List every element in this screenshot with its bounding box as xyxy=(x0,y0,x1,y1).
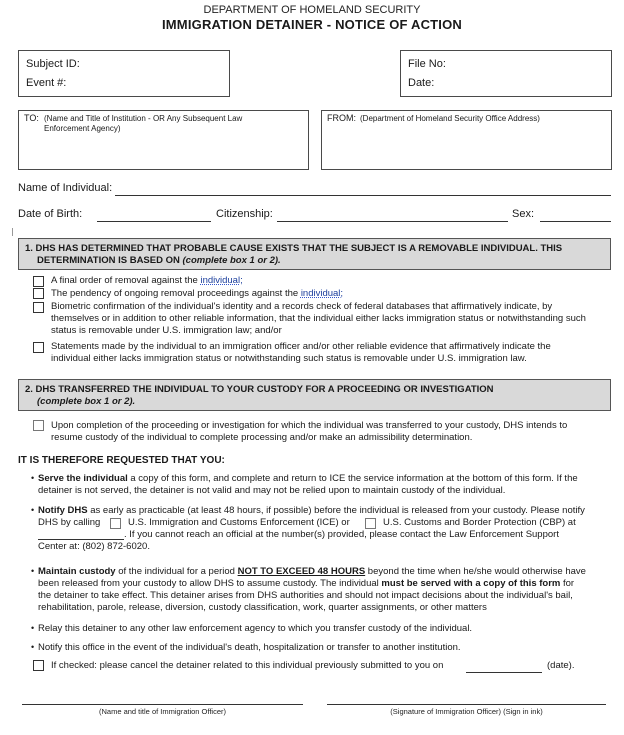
cancel-date-suffix: (date). xyxy=(547,660,575,671)
section2-heading-line2: (complete box 1 or 2). xyxy=(37,396,136,407)
date-of-birth-label: Date of Birth: xyxy=(18,208,83,220)
notify-bullet: • xyxy=(31,505,35,515)
section2-heading-line1: 2. DHS TRANSFERRED THE INDIVIDUAL TO YOUR CUSTODY FOR A PROCEEDING OR INVESTIGATION xyxy=(25,384,494,395)
phone-number-field[interactable] xyxy=(38,539,124,540)
statements-text: Statements made by the individual to an immigration officer and/or other reliable evidence that affirmatively indicate the individual either lacks immigration status or notwithstanding such status is removable under U.S. immigration law. xyxy=(51,341,551,364)
ice-checkbox[interactable] xyxy=(110,518,121,529)
from-label: FROM: xyxy=(327,113,356,123)
resume-custody-checkbox[interactable] xyxy=(33,420,44,431)
biometric-confirmation-text: Biometric confirmation of the individual's identity and a records check of federal databases that affirmatively indicate, by themselves or in addition to other reliable information, that the individual either lacks immigration status or notwithstanding such status is removable under U.S. immigration law; and/or xyxy=(51,301,586,336)
officer-name-line[interactable] xyxy=(22,704,303,705)
officer-signature-caption: (Signature of Immigration Officer) (Sign in ink) xyxy=(390,707,543,716)
section1-heading-line2: DETERMINATION IS BASED ON (complete box 1 or 2). xyxy=(37,255,281,266)
citizenship-label: Citizenship: xyxy=(216,208,273,220)
from-hint: (Department of Homeland Security Office Address) xyxy=(360,114,540,123)
to-hint-line2: Enforcement Agency) xyxy=(44,124,121,133)
form-title: IMMIGRATION DETAINER - NOTICE OF ACTION xyxy=(161,17,463,32)
pending-proceedings-checkbox[interactable] xyxy=(33,288,44,299)
relay-bullet: • xyxy=(31,623,35,633)
final-order-checkbox[interactable] xyxy=(33,276,44,287)
notify-office-bullet: • xyxy=(31,642,35,652)
to-hint-line1: (Name and Title of Institution - OR Any Subsequent Law xyxy=(44,114,243,123)
resume-custody-text: Upon completion of the proceeding or investigation for which the individual was transferred to your custody, DHS intends to resume custody of the individual to complete processing and/or make an admissibility determination. xyxy=(51,420,568,443)
final-order-text: A final order of removal against the individual; xyxy=(51,275,243,286)
ice-option-text: U.S. Immigration and Customs Enforcement (ICE) or xyxy=(128,517,350,528)
subject-id-label: Subject ID: xyxy=(26,58,80,70)
name-of-individual-label: Name of Individual: xyxy=(18,182,113,194)
cbp-option-text: U.S. Customs and Border Protection (CBP) at xyxy=(383,517,576,528)
serve-individual-text: Serve the individual a copy of this form, and complete and return to ICE the service information at the bottom of this form. If the detainer is not served, the detainer is not valid and may not be relied upon to maintain custody of the individual. xyxy=(38,473,578,496)
officer-name-caption: (Name and title of Immigration Officer) xyxy=(99,707,226,716)
sex-label: Sex: xyxy=(512,208,535,220)
from-box[interactable] xyxy=(321,110,612,170)
statements-checkbox[interactable] xyxy=(33,342,44,353)
relay-detainer-text: Relay this detainer to any other law enforcement agency to which you transfer custody of the individual. xyxy=(38,623,473,634)
to-label: TO: xyxy=(24,113,39,123)
cbp-checkbox[interactable] xyxy=(365,518,376,529)
subject-id-box xyxy=(18,50,230,97)
section1-heading xyxy=(18,238,611,270)
section2-heading xyxy=(18,379,611,411)
maintain-custody-text: Maintain custody of the individual for a period NOT TO EXCEED 48 HOURS beyond the time when he/she would otherwise have been released from your custody to allow DHS to assume custody. The individual must be served with a copy of this form for the detainer to take effect. This detainer arises from DHS authorities and should not impact decisions about the individual's bail, rehabilitation, parole, release, diversion, custody classification, work, quarter assignments, or other matters xyxy=(38,566,586,613)
date-of-birth-field[interactable] xyxy=(97,221,211,222)
citizenship-field[interactable] xyxy=(277,221,508,222)
file-number-box xyxy=(400,50,612,97)
date-label: Date: xyxy=(408,77,435,89)
serve-bullet: • xyxy=(31,473,35,483)
maintain-bullet: • xyxy=(31,566,35,576)
notify-office-text: Notify this office in the event of the individual's death, hospitalization or transfer to another institution. xyxy=(38,642,461,653)
sex-field[interactable] xyxy=(540,221,611,222)
cancel-detainer-checkbox[interactable] xyxy=(33,660,44,671)
section1-heading-line1: 1. DHS HAS DETERMINED THAT PROBABLE CAUSE EXISTS THAT THE SUBJECT IS A REMOVABLE INDIVIDUAL. THIS xyxy=(25,243,563,254)
file-number-label: File No: xyxy=(408,58,446,70)
cancel-date-field[interactable] xyxy=(466,672,542,673)
agency-name: DEPARTMENT OF HOMELAND SECURITY xyxy=(203,4,421,16)
cancel-detainer-text: If checked: please cancel the detainer related to this individual previously submitted to you on xyxy=(51,660,444,671)
margin-mark xyxy=(12,228,13,236)
name-of-individual-field[interactable] xyxy=(115,195,611,196)
notify-dhs-text: Notify DHS as early as practicable (at least 48 hours, if possible) before the individual is released from your custody. Please notify DHS by calling U.S. Immigration and Customs Enforcement (ICE) or U.S. Customs and Border Protection (CBP) at . If you cannot reach an official at the number(s) provided, please contact the Law Enforcement Support Center at: (802) 872-6020. xyxy=(38,505,585,552)
event-number-label: Event #: xyxy=(26,77,67,89)
officer-signature-line[interactable] xyxy=(327,704,606,705)
to-box[interactable] xyxy=(18,110,309,170)
biometric-confirmation-checkbox[interactable] xyxy=(33,302,44,313)
requests-heading: IT IS THEREFORE REQUESTED THAT YOU: xyxy=(18,455,225,466)
pending-proceedings-text: The pendency of ongoing removal proceedings against the individual; xyxy=(51,288,344,299)
